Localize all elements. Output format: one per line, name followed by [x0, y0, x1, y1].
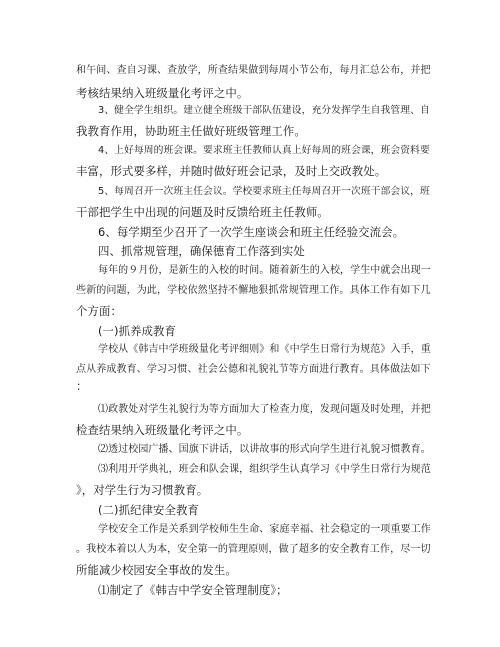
text-line: ⑴政教处对学生礼貌行为等方面加大了检查力度，发现问题及时处理，并把 — [98, 404, 431, 415]
text-line: 学校安全工作是关系到学校师生生命、家庭幸福、社会稳定的一项重要工作 — [98, 524, 431, 535]
text-line: ： — [76, 379, 88, 393]
text-line: 个方面： — [76, 304, 122, 318]
text-line: 6、每学期至少召开了一次学生座谈会和班主任经验交流会。 — [98, 225, 405, 239]
text-line: 点从养成教育、学习习惯、社会公德和礼貌礼节等方面进行教育。具体做法如下 — [76, 364, 431, 375]
text-line: ⑶利用开学典礼，班会和队会课，组织学生认真学习《中学生日常行为规范 — [98, 464, 431, 475]
text-line: 每年的９月份，是新生的入校的时间。随着新生的入校，学生中就会出现一 — [98, 265, 431, 276]
text-line: 些新的问题，为此，学校依然坚持不懈地狠抓常规管理工作。具体工作有如下几 — [76, 285, 431, 296]
text-line: 干部把学生中出现的问题及时反馈给班主任教师。 — [76, 205, 329, 219]
text-line: 4、上好每周的班会课。要求班主任教师认真上好每周的班会课，班会资料要 — [98, 145, 430, 156]
text-line: 丰富，形式要多样，并随时做好班会记录，及时上交政教处。 — [76, 164, 387, 178]
text-line: 》，对学生行为习惯教育。 — [76, 483, 209, 497]
text-line: 。我校本着以人为本，安全第一的管理原则，做了超多的安全教育工作，尽一切 — [76, 544, 431, 555]
text-line: 5、每周召开一次班主任会议。学校要求班主任每周召开一次班干部会议，班 — [98, 186, 430, 197]
text-line: 3、健全学生组织。建立健全班级干部队伍建设，充分发挥学生自我管理、自 — [98, 105, 430, 116]
text-line: 和午间、查自习课、查放学，所查结果做到每周小节公布，每月汇总公布，并把 — [76, 65, 431, 76]
subsection-heading: (二)抓纪律安全教育 — [98, 503, 200, 517]
text-line: 我教育作用，协助班主任做好班级管理工作。 — [76, 124, 306, 138]
text-line: 检查结果纳入班级量化考评之中。 — [76, 423, 249, 437]
section-heading: 四、抓常规管理，确保德育工作落到实处 — [98, 244, 305, 258]
subsection-heading: (一)抓养成教育 — [98, 324, 177, 338]
text-line: 学校从《韩吉中学班级量化考评细则》和《中学生日常行为规范》入手，重 — [98, 344, 431, 355]
text-line: 考核结果纳入班级量化考评之中。 — [76, 86, 249, 100]
text-line: ⑵透过校园广播、国旗下讲话，以讲故事的形式向学生进行礼貌习惯教育。 — [98, 444, 431, 455]
text-line: ⑴制定了《韩吉中学安全管理制度》； — [98, 583, 288, 597]
text-line: 所能减少校园安全事故的发生。 — [76, 563, 237, 577]
